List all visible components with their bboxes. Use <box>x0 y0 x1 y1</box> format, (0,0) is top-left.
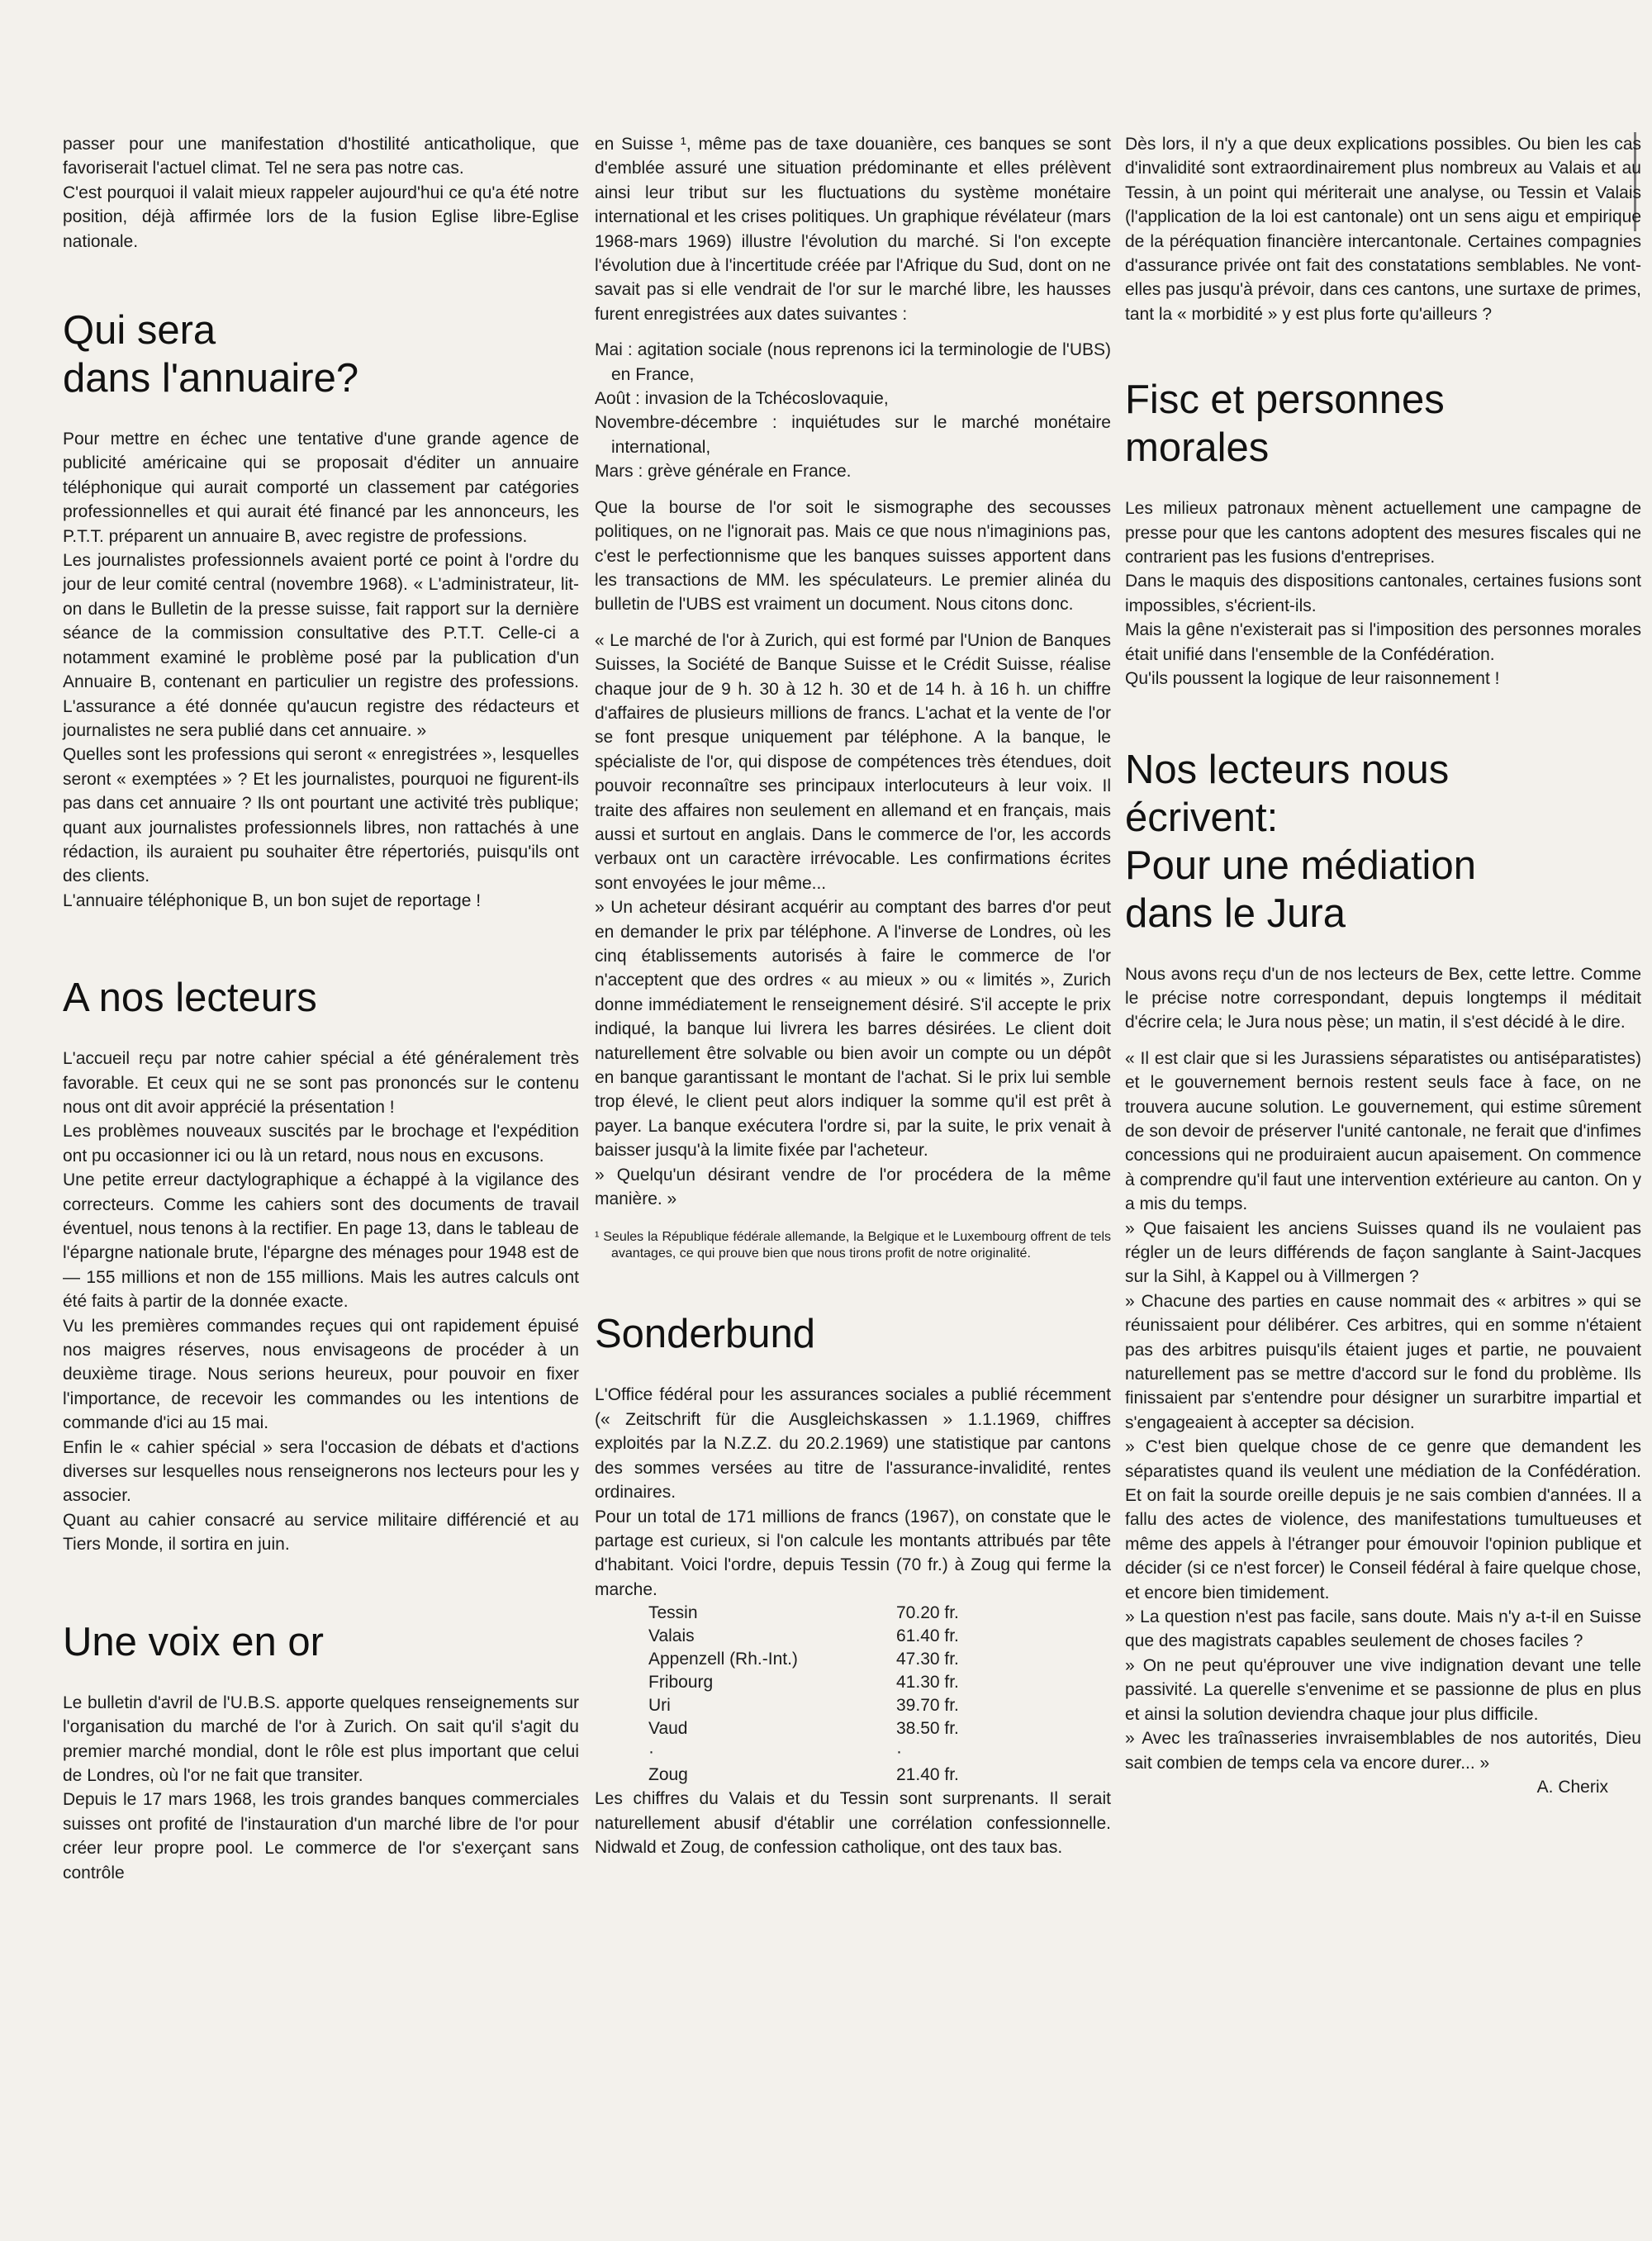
intro-paragraph: C'est pourquoi il valait mieux rappeler aujourd'hui ce qu'a été notre position, déjà affirmée lors de la fusion Eglise libre-Eglise nationale. <box>63 183 579 251</box>
table-row: Uri 39.70 fr. <box>648 1696 959 1716</box>
table-row: Valais 61.40 fr. <box>648 1626 959 1646</box>
letter-paragraph: » Avec les traînasseries invraisemblables de nos autorités, Dieu sait combien de temps cela va encore durer... » <box>1125 1729 1641 1773</box>
signature: A. Cherix <box>1536 1777 1608 1797</box>
canton-table <box>648 1602 959 1787</box>
intro-paragraph: passer pour une manifestation d'hostilité anticatholique, que favoriserait l'actuel climat. Tel ne sera pas notre cas. <box>63 135 579 178</box>
article-paragraph: L'annuaire téléphonique B, un bon sujet de reportage ! <box>63 890 482 910</box>
article-paragraph: Depuis le 17 mars 1968, les trois grandes banques commerciales suisses ont profité de l'instauration d'un marché libre de l'or pour créer leur propre pool. Le commerce de l'or s'exerçant sans contrôle <box>63 1790 579 1883</box>
article-title-fisc: Fisc et personnes morales <box>1125 377 1445 471</box>
list-item: Août : invasion de la Tchécoslovaquie, <box>595 389 889 409</box>
table-row: Tessin 70.20 fr. <box>648 1603 959 1623</box>
article-paragraph: Vu les premières commandes reçues qui ont rapidement épuisé nos maigres réserves, nous envisageons de procéder à un deuxième tirage. Nous serions heureux, pour pouvoir en fixer l'importance, de recevoir les commandes ou les intentions de commande d'ici au 15 mai. <box>63 1316 579 1433</box>
letter-paragraph: » Chacune des parties en cause nommait des « arbitres » qui se réunissaient pour délibérer. Ces arbitres, qui en somme n'étaient pas des arbitres puisqu'ils étaient juges et partie, ne pouvaient naturellement pas se mettre d'accord sur le fond du problème. Ils finissaient par s'entendre pour désigner un surarbitre impartial et s'engageaient à accepter sa décision. <box>1125 1291 1641 1432</box>
table-row: Zoug 21.40 fr. <box>648 1765 959 1785</box>
letter-paragraph: » C'est bien quelque chose de ce genre que demandent les séparatistes quand ils veulent une médiation de la Confédération. Et on fait la sourde oreille depuis je ne sais combien d'années. Il a fallu des actes de violence, des manifestations tumultueuses et même des appels à l'étranger pour émouvoir l'opinion publique et décider (si ce n'est forcer) le Conseil fédéral à faire quelque chose, et encore bien timidement. <box>1125 1437 1641 1602</box>
article-intro: Nous avons reçu d'un de nos lecteurs de Bex, cette lettre. Comme le précise notre correspondant, depuis longtemps il méditait d'écrire cela; le Jura nous pèse; un matin, il s'est décidé à le dire. <box>1125 964 1641 1033</box>
footnote: ¹ Seules la République fédérale allemande, la Belgique et le Luxembourg offrent de tels avantages, ce qui prouve bien que nous tirons profit de notre originalité. <box>595 1230 1111 1261</box>
article-paragraph: L'Office fédéral pour les assurances sociales a publié récemment (« Zeitschrift für die Ausgleichskassen » 1.1.1969, chiffres exploités par la N.Z.Z. du 20.2.1969) une statistique par cantons des sommes versées au titre de l'assurance-invalidité, rentes ordinaires. <box>595 1385 1111 1503</box>
article-paragraph: Les milieux patronaux mènent actuellement une campagne de presse pour que les cantons adoptent des mesures fiscales qui ne contrarient pas les fusions d'entreprises. <box>1125 499 1641 567</box>
article-paragraph: Pour mettre en échec une tentative d'une grande agence de publicité américaine qui se proposait d'éditer un annuaire téléphonique qui aurait comporté un classement par catégories professionnelles et qui aurait été financé par les annonceurs, les P.T.T. préparent un annuaire B, avec registre de professions. <box>63 430 579 546</box>
article-paragraph: Enfin le « cahier spécial » sera l'occasion de débats et d'actions diverses sur lesquelles nous renseignerons nos lecteurs pour les y associer. <box>63 1437 579 1506</box>
letter-paragraph: « Il est clair que si les Jurassiens séparatistes ou antiséparatistes) et le gouvernement bernois restent seuls face à face, on ne trouvera aucune solution. Le gouvernement, qui estime sûrement de son devoir de préserver l'unité cantonale, ne ferait que d'infimes concessions qui ne produiraient aucun apaisement. On commence à comprendre qu'il faut une intervention extérieure au canton. On y a mis du temps. <box>1125 1048 1641 1214</box>
article-paragraph: Le bulletin d'avril de l'U.B.S. apporte quelques renseignements sur l'organisation du marché de l'or à Zurich. On sait qu'il s'agit du premier marché mondial, dont le rôle est plus important que celui de Londres, où l'or ne fait que transiter. <box>63 1693 579 1785</box>
column-3 <box>1125 132 1641 1799</box>
article-paragraph: Les problèmes nouveaux suscités par le brochage et l'expédition ont pu occasionner ici ou là un retard, nous nous en excusons. <box>63 1122 579 1166</box>
letter-paragraph: » La question n'est pas facile, sans doute. Mais n'y a-t-il en Suisse que des magistrats capables seulement de choses faciles ? <box>1125 1607 1641 1651</box>
article-paragraph: Quelles sont les professions qui seront « enregistrées », lesquelles seront « exemptées » ? Et les journalistes, pourquoi ne figurent-ils pas dans cet annuaire ? Ils ont pourtant une activité très publique; quant aux journalistes professionnels libres, non rattachés à une rédaction, ils auraient pu souhaiter être répertoriés, puisqu'ils ont des clients. <box>63 745 579 886</box>
article-paragraph: Que la bourse de l'or soit le sismographe des secousses politiques, on ne l'ignorait pas. Mais ce que nous n'imaginions pas, c'est le perfectionnisme que les banques suisses apportent dans les transactions de MM. les spéculateurs. Le premier alinéa du bulletin de l'UBS est vraiment un document. Nous citons donc. <box>595 497 1111 615</box>
article-title-sonderbund: Sonderbund <box>595 1312 816 1357</box>
article-paragraph: L'accueil reçu par notre cahier spécial a été généralement très favorable. Et ceux qui ne se sont pas prononcés sur le contenu nous ont dit avoir apprécié la présentation ! <box>63 1049 579 1117</box>
list-item: Mai : agitation sociale (nous reprenons ici la terminologie de l'UBS) en France, <box>595 340 1111 384</box>
column-2 <box>595 132 1111 1859</box>
article-title-annuaire: Qui sera dans l'annuaire? <box>63 308 359 401</box>
article-paragraph: » Quelqu'un désirant vendre de l'or procédera de la même manière. » <box>595 1165 1111 1209</box>
events-list <box>595 338 1111 483</box>
article-paragraph: Dans le maquis des dispositions cantonales, certaines fusions sont impossibles, s'écrient-ils. <box>1125 572 1641 615</box>
article-paragraph: Mais la gêne n'existerait pas si l'imposition des personnes morales était unifié dans l'ensemble de la Confédération. <box>1125 620 1641 664</box>
article-paragraph: Une petite erreur dactylographique a échappé à la vigilance des correcteurs. Comme les cahiers sont des documents de travail éventuel, nous tenons à la rectifier. En page 13, dans le tableau de l'épargne nationale brute, l'épargne des ménages pour 1948 est de — 155 millions et non de 155 millions. Mais les autres calculs ont été faits à partir de la donnée exacte. <box>63 1170 579 1312</box>
article-title-lecteurs: A nos lecteurs <box>63 976 317 1021</box>
table-row: Fribourg 41.30 fr. <box>648 1673 959 1693</box>
table-row: Appenzell (Rh.-Int.) 47.30 fr. <box>648 1650 959 1669</box>
list-item: Mars : grève générale en France. <box>595 462 852 482</box>
article-title-jura: Nos lecteurs nous écrivent: Pour une médiation dans le Jura <box>1125 747 1476 936</box>
article-paragraph: Qu'ils poussent la logique de leur raisonnement ! <box>1125 669 1500 689</box>
article-title-voix: Une voix en or <box>63 1619 324 1664</box>
article-paragraph: « Le marché de l'or à Zurich, qui est formé par l'Union de Banques Suisses, la Société de Banque Suisse et le Crédit Suisse, réalise chaque jour de 9 h. 30 à 12 h. 30 et de 14 h. à 16 h. un chiffre d'affaires de plusieurs millions de francs. L'achat et la vente de l'or se font presque uniquement par téléphone. A la banque, le spécialiste de l'or, qui dispose de compétences très étendues, doit pouvoir reconnaître ses principaux interlocuteurs à leur voix. Il traite des affaires non seulement en allemand et en français, mais aussi et surtout en anglais. Dans le commerce de l'or, les accords verbaux ont un caractère irrévocable. Les confirmations écrites sont envoyées le jour même... <box>595 630 1111 893</box>
article-paragraph: Les journalistes professionnels avaient porté ce point à l'ordre du jour de leur comité central (novembre 1968). « L'administrateur, lit-on dans le Bulletin de la presse suisse, fait rapport sur la dernière séance de la commission consultative des P.T.T. Celle-ci a notamment examiné le problème posé par la publication d'un Annuaire B, contenant en particulier un registre des professions. L'assurance a été donnée qu'aucun registre des rédacteurs et journalistes ne sera publié dans cet annuaire. » <box>63 551 579 740</box>
article-paragraph: en Suisse ¹, même pas de taxe douanière, ces banques se sont d'emblée assuré une situation prédominante et elles prélèvent ainsi leur tribut sur les fluctuations du système monétaire international et les crises politiques. Un graphique révélateur (mars 1968-mars 1969) illustre l'évolution du marché. Si l'on excepte l'évolution due à l'incertitude créée par l'Afrique du Sud, dont on ne savait pas si elle vendrait de l'or sur le marché libre, les hausses furent enregistrées aux dates suivantes : <box>595 135 1111 324</box>
column-1 <box>63 132 579 1885</box>
article-paragraph: » Un acheteur désirant acquérir au comptant des barres d'or peut en demander le prix par téléphone. A l'inverse de Londres, où les cinq établissements autorisés à faire le commerce de l'or n'acceptent que des ordres « au mieux » ou « limités », Zurich donne immédiatement le renseignement désiré. S'il accepte le prix indiqué, la banque lui livrera les barres désirées. Le client doit naturellement être solvable ou bien avoir un compte ou un dépôt en banque garantissant le montant de l'achat. Si le prix lui semble trop élevé, le client peut alors indiquer la somme qu'il est prêt à payer. La banque exécutera l'ordre si, par la suite, le prix venait à baisser jusqu'à la limite fixée par l'acheteur. <box>595 898 1111 1161</box>
table-row: Vaud 38.50 fr. <box>648 1719 959 1739</box>
article-paragraph: Les chiffres du Valais et du Tessin sont surprenants. Il serait naturellement abusif d'établir une corrélation confessionnelle. Nidwald et Zoug, de confession catholique, ont des taux bas. <box>595 1789 1111 1857</box>
letter-paragraph: » Que faisaient les anciens Suisses quand ils ne voulaient pas régler un de leurs différends de façon sanglante à Saint-Jacques sur la Sihl, à Kappel ou à Villmergen ? <box>1125 1218 1641 1287</box>
article-paragraph: Pour un total de 171 millions de francs (1967), on constate que le partage est curieux, si l'on calcule les montants attribués par tête d'habitant. Voici l'ordre, depuis Tessin (70 fr.) à Zoug qui ferme la marche. <box>595 1507 1111 1599</box>
table-row: · · <box>648 1742 902 1762</box>
list-item: Novembre-décembre : inquiétudes sur le marché monétaire international, <box>595 413 1111 457</box>
article-paragraph: Quant au cahier consacré au service militaire différencié et au Tiers Monde, il sortira en juin. <box>63 1510 579 1555</box>
article-paragraph: Dès lors, il n'y a que deux explications possibles. Ou bien les cas d'invalidité sont extraordinairement plus nombreux au Valais et au Tessin, à un point qui mériterait une analyse, ou Tessin et Valais (l'application de la loi est cantonale) ont un sens aigu et empirique de la péréquation financière intercantonale. Certaines compagnies d'assurance privée ont fait des constatations semblables. Ne vont-elles pas jusqu'à prévoir, dans ces cantons, une surtaxe de primes, tant la « morbidité » y est plus forte qu'ailleurs ? <box>1125 135 1641 324</box>
letter-paragraph: » On ne peut qu'éprouver une vive indignation devant une telle passivité. La querelle s'envenime et se passionne de plus en plus et ainsi la solution deviendra chaque jour plus difficile. <box>1125 1655 1641 1724</box>
